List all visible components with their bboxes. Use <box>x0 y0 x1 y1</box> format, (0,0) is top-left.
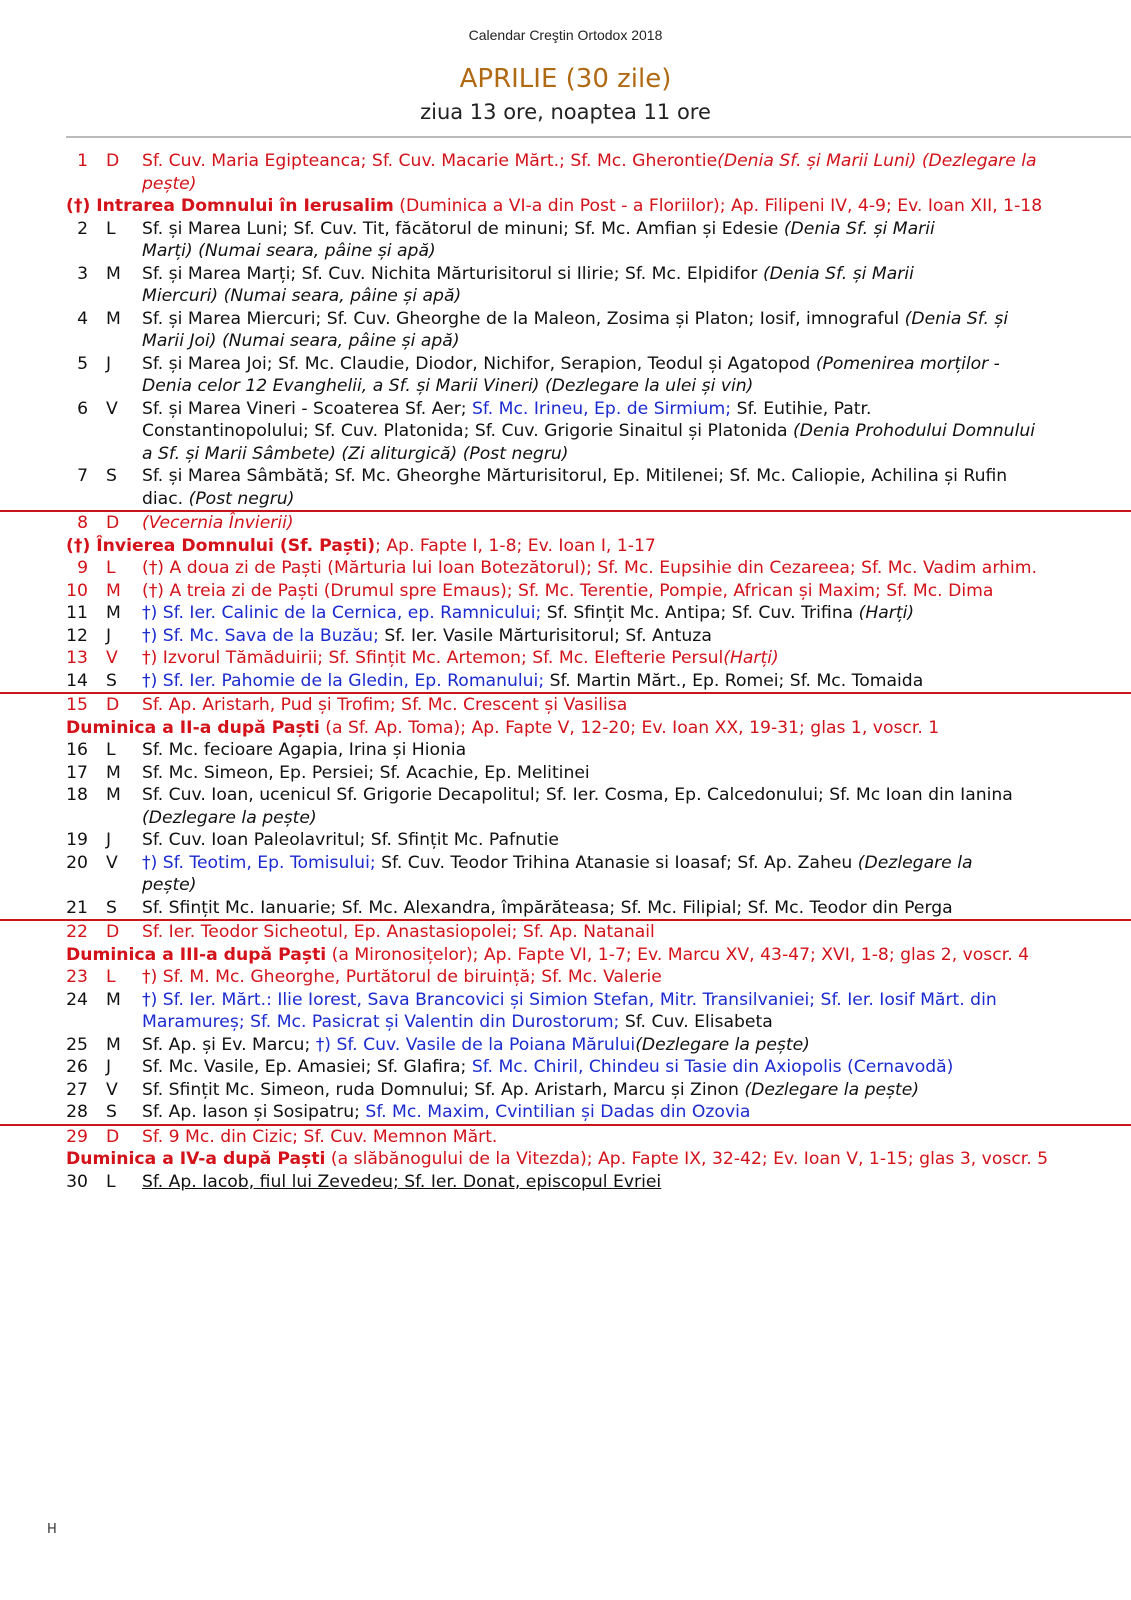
footer-mark: H <box>47 1522 57 1537</box>
day-row <box>0 353 1131 398</box>
day-entry <box>142 852 1131 897</box>
entry-text-segment: (a Mironosițelor); Ap. Fapte VI, 1-7; Ev. Marcu XV, 43-47; XVI, 1-8; glas 2, voscr. 4 <box>326 944 1030 965</box>
entry-text-segment: (Pomenirea morților - <box>815 353 1000 374</box>
day-row <box>0 829 1131 852</box>
day-entry <box>142 218 1131 263</box>
day-row <box>0 580 1131 603</box>
entry-text-segment: †) Sf. Mc. Sava de la Buzău; <box>142 625 379 646</box>
day-of-week: V <box>106 398 118 419</box>
day-entry <box>142 263 1131 308</box>
entry-text-segment: Sf. și Marea Sâmbătă; Sf. Mc. Gheorghe Mărturisitorul, Ep. Mitilenei; Sf. Mc. Caliopie, Achilina și Rufin <box>142 466 1008 486</box>
entry-text-segment: Sf. Cuv. Teodor Trihina Atanasie si Ioasaf; Sf. Ap. Zaheu <box>375 852 858 873</box>
day-entry <box>142 1171 1131 1194</box>
entry-text-segment: Sf. Cuv. Maria Egipteanca; Sf. Cuv. Macarie Mărt.; Sf. Mc. Gherontie <box>142 151 718 171</box>
day-entry <box>142 1056 1131 1079</box>
entry-text-segment: (†) A treia zi de Paști (Drumul spre Emaus); Sf. Mc. Terentie, Pompie, African și Maxim; Sf. Mc. Dima <box>142 580 994 601</box>
day-entry <box>142 398 1131 466</box>
day-of-week: M <box>106 308 121 329</box>
entry-text-segment: a Sf. și Marii Sâmbete) (Zi aliturgică) (Post negru) <box>142 443 569 464</box>
day-of-week: L <box>106 967 116 987</box>
entry-text-segment: Sf. Cuv. Ioan Paleolavritul; Sf. Sfințit Mc. Pafnutie <box>142 830 559 850</box>
calendar-title: Calendar Creştin Ortodox 2018 <box>468 27 663 43</box>
entry-text-segment: Sf. Eutihie, Patr. <box>731 398 872 419</box>
entry-text-segment: diac. <box>142 488 189 509</box>
entry-text-segment: (Denia Sf. și Marii <box>783 218 935 239</box>
entry-text-segment: (Dezlegare la <box>857 852 973 873</box>
day-number: 25 <box>66 1034 88 1055</box>
entry-text-segment: Denia celor 12 Evanghelii, a Sf. și Marii Vineri) (Dezlegare la ulei și vin) <box>142 376 754 396</box>
day-number: 17 <box>66 762 88 783</box>
entry-text-segment: (Dezlegare la pește) <box>142 807 317 828</box>
day-entry <box>142 308 1131 353</box>
day-of-week: L <box>106 1171 116 1192</box>
entry-text-segment: Sf. Mc. Irineu, Ep. de Sirmium; <box>472 398 732 419</box>
day-of-week: J <box>106 625 112 646</box>
entry-text-segment: Sf. și Marea Miercuri; Sf. Cuv. Gheorghe de la Maleon, Zosima și Platon; Iosif, imnograful <box>142 308 905 329</box>
entry-text-segment: Sf. Cuv. Elisabeta <box>619 1012 773 1032</box>
day-entry <box>142 1034 1131 1057</box>
day-number: 4 <box>77 308 88 329</box>
day-entry <box>142 353 1131 398</box>
entry-text-segment: Sf. și Marea Marți; Sf. Cuv. Nichita Mărturisitorul si Ilirie; Sf. Mc. Elpidifor <box>142 263 763 284</box>
entry-text-segment: Duminica a II-a după Paști <box>66 717 320 738</box>
entry-text-segment: Sf. Ap. Iacob, fiul lui Zevedeu; Sf. Ier. Donat, episcopul Evriei <box>142 1171 662 1192</box>
day-number: 20 <box>66 852 88 873</box>
day-of-week: V <box>106 852 118 873</box>
day-row <box>0 989 1131 1034</box>
entry-text-segment: (†) Învierea Domnului (Sf. Paști) <box>66 535 376 556</box>
day-number: 29 <box>66 1126 88 1147</box>
day-entry <box>142 625 1131 648</box>
day-of-week: S <box>106 1102 117 1122</box>
entry-text-segment: †) Sf. Ier. Pahomie de la Gledin, Ep. Romanului; <box>142 670 545 691</box>
entry-text-segment: ; Ap. Fapte I, 1-8; Ev. Ioan I, 1-17 <box>375 535 656 556</box>
day-number: 6 <box>77 398 88 419</box>
day-of-week: V <box>106 648 118 668</box>
day-row <box>0 852 1131 897</box>
day-of-week: M <box>106 989 121 1010</box>
day-of-week: J <box>106 1057 112 1077</box>
entry-text-segment: Sf. Ier. Teodor Sicheotul, Ep. Anastasiopolei; Sf. Ap. Natanail <box>142 922 655 942</box>
day-number: 18 <box>66 785 88 805</box>
day-number: 26 <box>66 1057 88 1077</box>
entry-text-segment: (Vecernia Învierii) <box>142 513 294 533</box>
day-number: 21 <box>66 897 88 918</box>
day-row <box>0 897 1131 920</box>
day-entry <box>142 1079 1131 1102</box>
day-row <box>0 602 1131 625</box>
entry-text-segment: (Harți) <box>723 648 779 668</box>
entry-text-segment: Sf. Mc. fecioare Agapia, Irina și Hionia <box>142 740 467 760</box>
day-row <box>0 263 1131 308</box>
day-of-week: J <box>106 353 112 374</box>
entry-text-segment: (Post negru) <box>188 488 295 509</box>
entry-text-segment: Sf. Sfințit Mc. Ianuarie; Sf. Mc. Alexandra, împărăteasa; Sf. Mc. Filipial; Sf. Mc. Teodor din Perga <box>142 897 953 918</box>
day-of-week: D <box>106 1126 120 1147</box>
day-of-week: M <box>106 263 121 284</box>
entry-text-segment: Sf. Sfințit Mc. Antipa; Sf. Cuv. Trifina <box>541 603 859 623</box>
day-number: 5 <box>77 353 88 374</box>
day-entry <box>142 557 1131 580</box>
entry-text-segment: Sf. Sfințit Mc. Simeon, ruda Domnului; Sf. Ap. Aristarh, Marcu și Zinon <box>142 1079 745 1100</box>
day-entry <box>142 150 1131 195</box>
day-of-week: M <box>106 580 121 601</box>
day-row <box>0 670 1131 693</box>
daylight-hours: ziua 13 ore, noaptea 11 ore <box>420 100 711 124</box>
day-row <box>0 784 1131 829</box>
day-of-week: J <box>106 830 112 850</box>
day-of-week: V <box>106 1079 118 1100</box>
day-number: 1 <box>77 151 88 171</box>
day-number: 12 <box>66 625 88 646</box>
entry-text-segment: (Dezlegare la pește) <box>635 1034 810 1055</box>
entry-text-segment: pește) <box>142 173 197 194</box>
day-row <box>0 919 1131 944</box>
day-row <box>0 308 1131 353</box>
day-of-week: M <box>106 1034 121 1055</box>
day-entry <box>142 1126 1131 1149</box>
day-row <box>0 150 1131 195</box>
day-number: 14 <box>66 670 88 691</box>
entry-text-segment: Sf. Ap. Iason și Sosipatru; <box>142 1102 366 1122</box>
day-row <box>0 465 1131 510</box>
entry-text-segment: (a slăbănogului de la Vitezda); Ap. Fapte IX, 32-42; Ev. Ioan V, 1-15; glas 3, voscr. 5 <box>325 1149 1049 1169</box>
feast-line <box>0 195 1131 218</box>
day-row <box>0 510 1131 535</box>
feast-line <box>0 1148 1131 1171</box>
feast-line <box>0 717 1131 740</box>
day-number: 19 <box>66 830 88 850</box>
entry-text-segment: †) Sf. Ier. Calinic de la Cernica, ep. Ramnicului; <box>142 603 542 623</box>
feast-line <box>0 944 1131 967</box>
entry-text-segment: Sf. Cuv. Ioan, ucenicul Sf. Grigorie Decapolitul; Sf. Ier. Cosma, Ep. Calcedonului; Sf. Mc Ioan din Ianina <box>142 785 1013 805</box>
entry-text-segment: Duminica a III-a după Paști <box>66 944 327 965</box>
entry-text-segment: pește) <box>142 875 197 895</box>
entry-text-segment: Marți) (Numai seara, pâine și apă) <box>142 241 436 261</box>
day-number: 24 <box>66 989 88 1010</box>
day-number: 9 <box>77 558 88 578</box>
entry-text-segment: (Denia Sf. și <box>904 308 1009 329</box>
day-row <box>0 1034 1131 1057</box>
day-row <box>0 739 1131 762</box>
day-of-week: M <box>106 785 121 805</box>
day-number: 2 <box>77 218 88 239</box>
day-of-week: S <box>106 670 117 691</box>
entry-text-segment: (a Sf. Ap. Toma); Ap. Fapte V, 12-20; Ev. Ioan XX, 19-31; glas 1, voscr. 1 <box>319 717 940 738</box>
day-entry <box>142 762 1131 785</box>
day-number: 3 <box>77 263 88 284</box>
day-of-week: M <box>106 762 121 783</box>
day-entry <box>142 647 1131 670</box>
day-entry <box>142 670 1131 693</box>
day-entry <box>142 989 1131 1034</box>
entry-text-segment: (Dezlegare la pește) <box>744 1079 920 1100</box>
entry-text-segment: Constantinopolului; Sf. Cuv. Platonida; Sf. Cuv. Grigorie Sinaitul și Platonida <box>142 421 794 441</box>
day-row <box>0 398 1131 466</box>
entry-text-segment: †) Sf. Ier. Mărt.: Ilie Iorest, Sava Brancovici și Simion Stefan, Mitr. Transilvaniei; Sf. Ier. Iosif Mărt. din <box>142 989 997 1010</box>
entry-text-segment: Sf. și Marea Luni; Sf. Cuv. Tit, făcătorul de minuni; Sf. Mc. Amfian și Edesie <box>142 218 784 239</box>
entry-text-segment: Duminica a IV-a după Paști <box>66 1149 326 1169</box>
entry-text-segment: (Denia Sf. și Marii Luni) (Dezlegare la <box>717 151 1037 171</box>
day-row <box>0 1079 1131 1102</box>
day-row <box>0 1171 1131 1194</box>
day-entry <box>142 694 1131 717</box>
day-of-week: S <box>106 466 117 486</box>
day-of-week: D <box>106 922 120 942</box>
day-number: 11 <box>66 603 88 623</box>
day-number: 23 <box>66 967 88 987</box>
day-row <box>0 762 1131 785</box>
entry-text-segment: Sf. 9 Mc. din Cizic; Sf. Cuv. Memnon Mărt. <box>142 1126 498 1147</box>
feast-line <box>0 535 1131 558</box>
day-of-week: S <box>106 897 117 918</box>
day-entry <box>142 966 1131 989</box>
entry-text-segment: Maramureș; Sf. Mc. Pasicrat și Valentin din Durostorum; <box>142 1012 620 1032</box>
day-of-week: D <box>106 695 120 715</box>
day-number: 30 <box>66 1171 88 1192</box>
header-divider <box>66 136 1131 138</box>
day-number: 7 <box>77 466 88 486</box>
day-of-week: D <box>106 513 120 533</box>
entry-text-segment: †) Sf. Teotim, Ep. Tomisului; <box>142 852 376 873</box>
day-of-week: L <box>106 740 116 760</box>
day-row <box>0 1056 1131 1079</box>
entry-text-segment: Sf. Mc. Simeon, Ep. Persiei; Sf. Acachie, Ep. Melitinei <box>142 762 590 783</box>
entry-text-segment: Miercuri) (Numai seara, pâine și apă) <box>142 286 462 306</box>
day-entry <box>142 921 1131 944</box>
day-row <box>0 1124 1131 1149</box>
day-row <box>0 557 1131 580</box>
day-row <box>0 647 1131 670</box>
day-row <box>0 966 1131 989</box>
entry-text-segment: Sf. și Marea Vineri - Scoaterea Sf. Aer; <box>142 398 473 419</box>
day-entry <box>142 580 1131 603</box>
day-entry <box>142 784 1131 829</box>
day-number: 13 <box>66 648 88 668</box>
day-entry <box>142 465 1131 510</box>
entry-text-segment: †) Sf. Cuv. Vasile de la Poiana Mărului <box>315 1034 636 1055</box>
day-number: 8 <box>77 513 88 533</box>
entry-text-segment: Sf. Ap. Aristarh, Pud și Trofim; Sf. Mc. Crescent și Vasilisa <box>142 695 628 715</box>
day-number: 22 <box>66 922 88 942</box>
entry-text-segment: (Harți) <box>858 603 915 623</box>
entry-text-segment: Sf. Ier. Vasile Mărturisitorul; Sf. Antuza <box>378 625 712 646</box>
day-number: 10 <box>66 580 88 601</box>
day-row <box>0 625 1131 648</box>
day-number: 28 <box>66 1102 88 1122</box>
entry-text-segment: Sf. Ap. și Ev. Marcu; <box>142 1034 316 1055</box>
day-entry <box>142 829 1131 852</box>
day-of-week: D <box>106 151 120 171</box>
day-entry <box>142 739 1131 762</box>
entry-text-segment: Sf. și Marea Joi; Sf. Mc. Claudie, Diodor, Nichifor, Serapion, Teodul și Agatopod <box>142 353 816 374</box>
entry-text-segment: (†) A doua zi de Paști (Mărturia lui Ioan Botezătorul); Sf. Mc. Eupsihie din Cezareea; Sf. Mc. Vadim arhim. <box>142 558 1037 578</box>
entry-text-segment: (†) Intrarea Domnului în Ierusalim <box>66 196 394 216</box>
day-of-week: L <box>106 218 116 239</box>
entry-text-segment: (Duminica a VI-a din Post - a Floriilor); Ap. Filipeni IV, 4-9; Ev. Ioan XII, 1-18 <box>393 196 1043 216</box>
day-entry <box>142 512 1131 535</box>
entry-text-segment: Sf. Mc. Chiril, Chindeu si Tasie din Axiopolis (Cernavodă) <box>471 1057 954 1077</box>
day-row <box>0 1101 1131 1124</box>
entry-text-segment: Marii Joi) (Numai seara, pâine și apă) <box>142 331 460 351</box>
day-of-week: L <box>106 558 116 578</box>
day-entry <box>142 897 1131 920</box>
entry-text-segment: †) Izvorul Tămăduirii; Sf. Sfințit Mc. Artemon; Sf. Mc. Elefterie Persul <box>142 648 724 668</box>
day-entry <box>142 1101 1131 1124</box>
entry-text-segment: Sf. Mc. Maxim, Cvintilian și Dadas din Ozovia <box>365 1102 751 1122</box>
day-number: 27 <box>66 1079 88 1100</box>
day-row <box>0 692 1131 717</box>
calendar-list <box>0 150 1131 1450</box>
month-title: APRILIE (30 zile) <box>459 64 672 94</box>
entry-text-segment: Sf. Martin Mărt., Ep. Romei; Sf. Mc. Tomaida <box>544 670 924 691</box>
day-number: 16 <box>66 740 88 760</box>
entry-text-segment: (Denia Sf. și Marii <box>762 263 914 284</box>
entry-text-segment: †) Sf. M. Mc. Gheorghe, Purtătorul de biruință; Sf. Mc. Valerie <box>142 967 662 987</box>
entry-text-segment: (Denia Prohodului Domnului <box>793 421 1036 441</box>
day-entry <box>142 602 1131 625</box>
day-of-week: M <box>106 603 121 623</box>
day-row <box>0 218 1131 263</box>
day-number: 15 <box>66 695 88 715</box>
entry-text-segment: Sf. Mc. Vasile, Ep. Amasiei; Sf. Glafira; <box>142 1057 472 1077</box>
